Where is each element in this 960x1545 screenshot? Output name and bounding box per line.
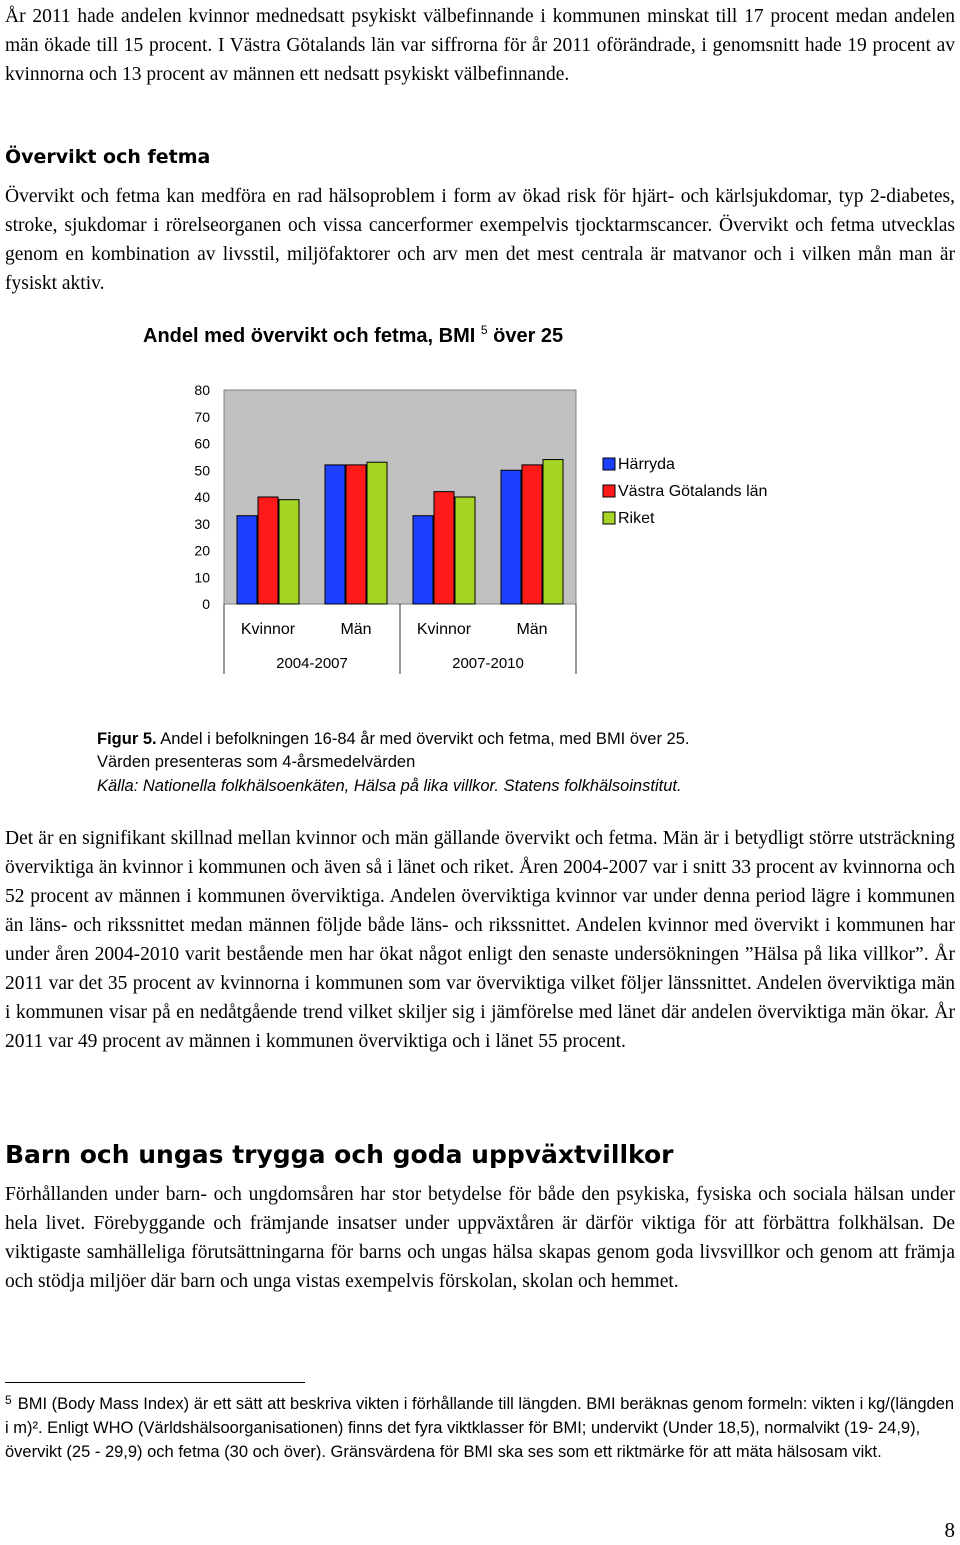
footnote-text: BMI (Body Mass Index) är ett sätt att beskriva vikten i förhållande till längden. BMI beräknas genom formeln: vikten i kg/(längden i m)². Enligt WHO (Världshälsoorganisationen) finns det fyra viktklasser för BMI; undervikt (Under 18,5), normalvikt (19- 24,9), övervikt (25 - 29,9) och fetma (30 och över). Gränsvärdena för BMI ska ses som ett riktmärke för att mäta hälsosam vikt. <box>5 1395 955 1461</box>
intro-paragraph: År 2011 hade andelen kvinnor mednedsatt psykiskt välbefinnande i kommunen minskat till 17 procent medan andelen män ökade till 15 procent. I Västra Götalands län var siffrorna för år 2011 oförändrade, i genomsnitt hade 19 procent av kvinnorna och 13 procent av männen ett nedsatt psykiskt välbefinnande. <box>5 6 955 85</box>
figure-caption-text: Andel i befolkningen 16-84 år med övervikt och fetma, med BMI över 25. <box>160 730 690 748</box>
bar <box>367 462 387 604</box>
section-paragraph-overweight: Övervikt och fetma kan medföra en rad hälsoproblem i form av ökad risk för hjärt- och kärlsjukdomar, typ 2-diabetes, stroke, sjukdomar i rörelseorganen och vissa cancerformer exempelvis tjocktarmscancer. Övervikt och fetma utvecklas genom en kombination av livsstil, miljöfaktorer och arv men det mest centrala är matvanor och i vilken mån man är fysiskt aktiv. <box>5 186 955 294</box>
section-heading-overweight: Övervikt och fetma <box>5 146 211 168</box>
legend-swatch <box>603 512 615 524</box>
bar <box>258 497 278 604</box>
bar <box>413 516 433 604</box>
bar <box>543 460 563 604</box>
x-category-label: Kvinnor <box>240 621 296 638</box>
figure-label: Figur 5. <box>97 730 157 748</box>
figure-caption-line1 <box>97 730 689 749</box>
y-tick-label: 20 <box>194 542 210 559</box>
section-heading-children: Barn och ungas trygga och goda uppväxtvillkor <box>5 1140 674 1169</box>
legend-swatch <box>603 485 615 497</box>
footnote-marker: 5 <box>5 1393 12 1407</box>
bar <box>455 497 475 604</box>
figure-caption-line2: Värden presenteras som 4-årsmedelvärden <box>97 753 416 771</box>
chart-title-suffix: över 25 <box>493 325 564 347</box>
bar <box>434 492 454 604</box>
y-tick-label: 70 <box>194 408 210 425</box>
bar <box>325 465 345 604</box>
page-number: 8 <box>944 1518 955 1542</box>
y-tick-label: 0 <box>202 596 210 612</box>
x-period-label: 2004-2007 <box>276 655 348 672</box>
chart-title <box>143 325 563 348</box>
legend-label: Härryda <box>618 456 675 473</box>
x-category-label: Män <box>516 621 548 638</box>
legend-swatch <box>603 458 615 470</box>
y-tick-label: 40 <box>194 489 210 505</box>
y-tick-label: 30 <box>194 515 210 532</box>
bar <box>279 500 299 604</box>
y-tick-label: 80 <box>194 382 210 398</box>
y-tick-label: 60 <box>194 435 210 452</box>
bar-chart <box>0 360 960 690</box>
legend-label: Västra Götalands län <box>618 483 768 500</box>
x-category-label: Män <box>340 621 372 638</box>
y-tick-label: 10 <box>194 569 210 586</box>
x-category-label: Kvinnor <box>416 621 472 638</box>
chart-title-superscript: 5 <box>480 323 488 337</box>
bar <box>501 470 521 604</box>
legend-label: Riket <box>618 510 655 527</box>
figure-source: Källa: Nationella folkhälsoenkäten, Hälsa på lika villkor. Statens folkhälsoinstitut. <box>97 777 682 795</box>
y-tick-label: 50 <box>194 462 210 479</box>
footnote-divider <box>5 1382 305 1383</box>
bar <box>237 516 257 604</box>
footnote <box>5 1392 955 1464</box>
chart-title-text: Andel med övervikt och fetma, BMI <box>143 325 476 347</box>
bar <box>522 465 542 604</box>
analysis-paragraph: Det är en signifikant skillnad mellan kvinnor och män gällande övervikt och fetma. Män är i betydligt större utsträckning överviktiga än kvinnor i kommunen och även så i länet och riket. Åren 2004-2007 var i snitt 33 procent av kvinnorna och 52 procent av männen i kommunen överviktiga. Andelen överviktiga kvinnor var under denna period lägre i kommunen än läns- och rikssnittet medan männen följde både läns- och rikssnittet. Andelen kvinnor med övervikt i kommunen har under åren 2004-2010 varit bestående men har ökat något enligt den senaste undersökningen ”Hälsa på lika villkor”. År 2011 var det 35 procent av kvinnorna i kommunen som var överviktiga vilket följer länssnittet. Andelen överviktiga män i kommunen visar på en nedåtgående trend vilket skiljer sig i jämförelse med länet där andelen överviktiga män ökar. År 2011 var 49 procent av männen i kommunen överviktiga och i länet 55 procent. <box>5 828 955 1052</box>
section-paragraph-children: Förhållanden under barn- och ungdomsåren har stor betydelse för både den psykiska, fysiska och sociala hälsan under hela livet. Förebyggande och främjande insatser under uppväxtåren är därför viktiga för att förbättra folkhälsan. De viktigaste samhälleliga förutsättningarna för barns och ungas hälsa skapas genom goda livsvillkor och genom att främja och stödja miljöer där barn och unga vistas exempelvis förskolan, skolan och hemmet. <box>5 1184 955 1292</box>
bar <box>346 465 366 604</box>
x-period-label: 2007-2010 <box>452 655 524 672</box>
